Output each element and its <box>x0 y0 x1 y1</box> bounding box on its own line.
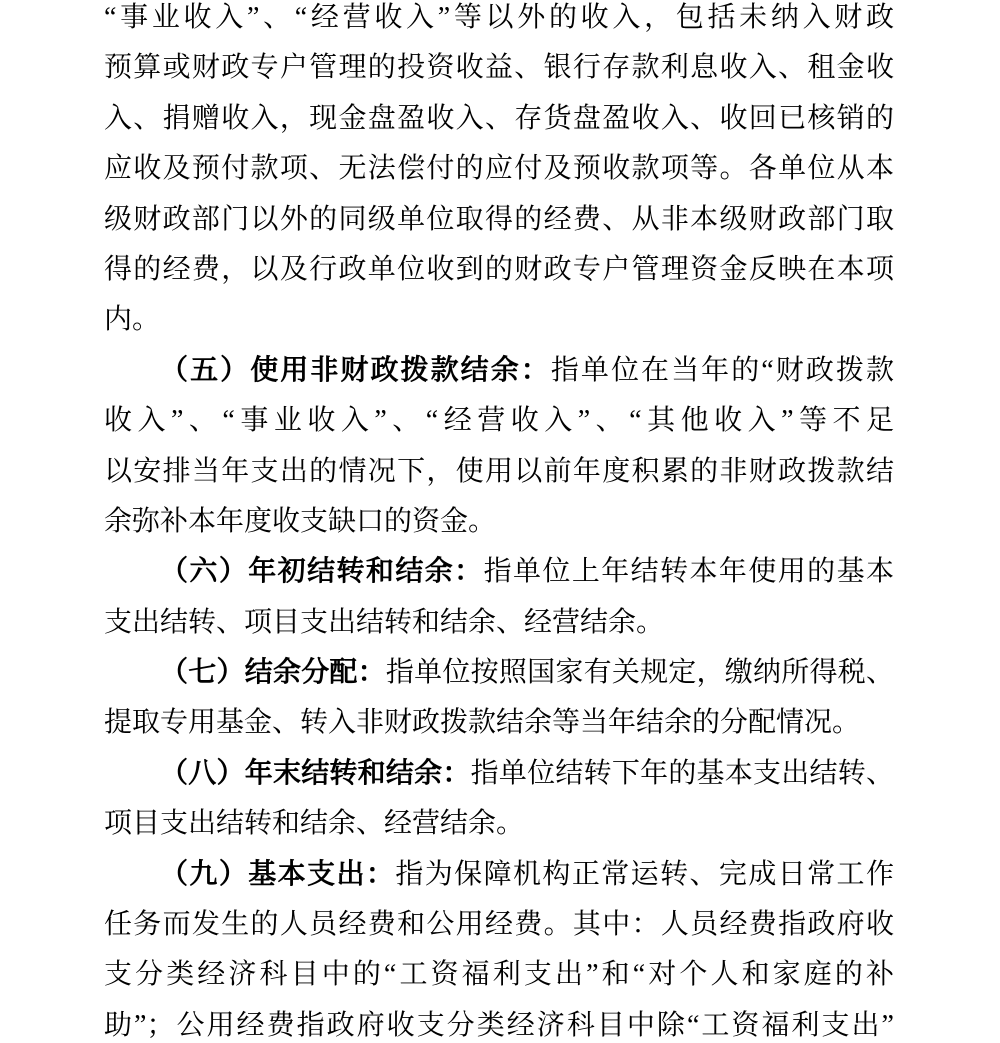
text-line: 支分类经济科目中的“工资福利支出”和“对个人和家庭的补 <box>104 959 894 991</box>
text-line: 项目支出结转和结余、经营结余。 <box>104 808 525 840</box>
text-line: 支出结转、项目支出结转和结余、经营结余。 <box>104 606 665 638</box>
bold-term-label: （五）使用非财政拨款结余： <box>160 354 551 386</box>
text-line: 入、捐赠收入，现金盘盈收入、存货盘盈收入、收回已核销的 <box>104 102 894 134</box>
term-definition-text: 指单位上年结转本年使用的基本 <box>483 556 894 588</box>
text-line: 余弥补本年度收支缺口的资金。 <box>104 505 497 537</box>
text-line: 提取专用基金、转入非财政拨款结余等当年结余的分配情况。 <box>104 707 861 739</box>
document-body-text <box>104 0 894 1043</box>
text-line: 预算或财政专户管理的投资收益、银行存款利息收入、租金收 <box>104 52 894 84</box>
text-line-paragraph-start <box>104 547 894 597</box>
text-line: 收入”、“事业收入”、“经营收入”、“其他收入”等不足 <box>104 405 894 437</box>
term-definition-text: 指单位在当年的“财政拨款 <box>550 354 894 386</box>
text-line: 级财政部门以外的同级单位取得的经费、从非本级财政部门取 <box>104 203 894 235</box>
term-definition-text: 指单位结转下年的基本支出结转、 <box>470 757 894 789</box>
text-line-paragraph-start <box>104 346 894 396</box>
text-line-paragraph-start <box>104 749 894 799</box>
text-line: 以安排当年支出的情况下，使用以前年度积累的非财政拨款结 <box>104 455 894 487</box>
bold-term-label: （七）结余分配： <box>160 657 386 689</box>
text-line: 内。 <box>104 304 161 336</box>
text-line: 应收及预付款项、无法偿付的应付及预收款项等。各单位从本 <box>104 153 894 185</box>
term-definition-text: 指单位按照国家有关规定，缴纳所得税、 <box>385 657 894 689</box>
text-line: 助”；公用经费指政府收支分类经济科目中除“工资福利支出” <box>104 1009 894 1041</box>
term-definition-text: 指为保障机构正常运转、完成日常工作 <box>395 858 894 890</box>
bold-term-label: （九）基本支出： <box>160 858 396 890</box>
text-line: 得的经费，以及行政单位收到的财政专户管理资金反映在本项 <box>104 253 894 285</box>
text-line: 任务而发生的人员经费和公用经费。其中：人员经费指政府收 <box>104 909 894 941</box>
text-line: “事业收入”、“经营收入”等以外的收入，包括未纳入财政 <box>104 2 894 33</box>
text-line-paragraph-start <box>104 648 894 698</box>
bold-term-label: （六）年初结转和结余： <box>160 556 484 588</box>
bold-term-label: （八）年末结转和结余： <box>160 757 471 789</box>
text-line-paragraph-start <box>104 850 894 900</box>
